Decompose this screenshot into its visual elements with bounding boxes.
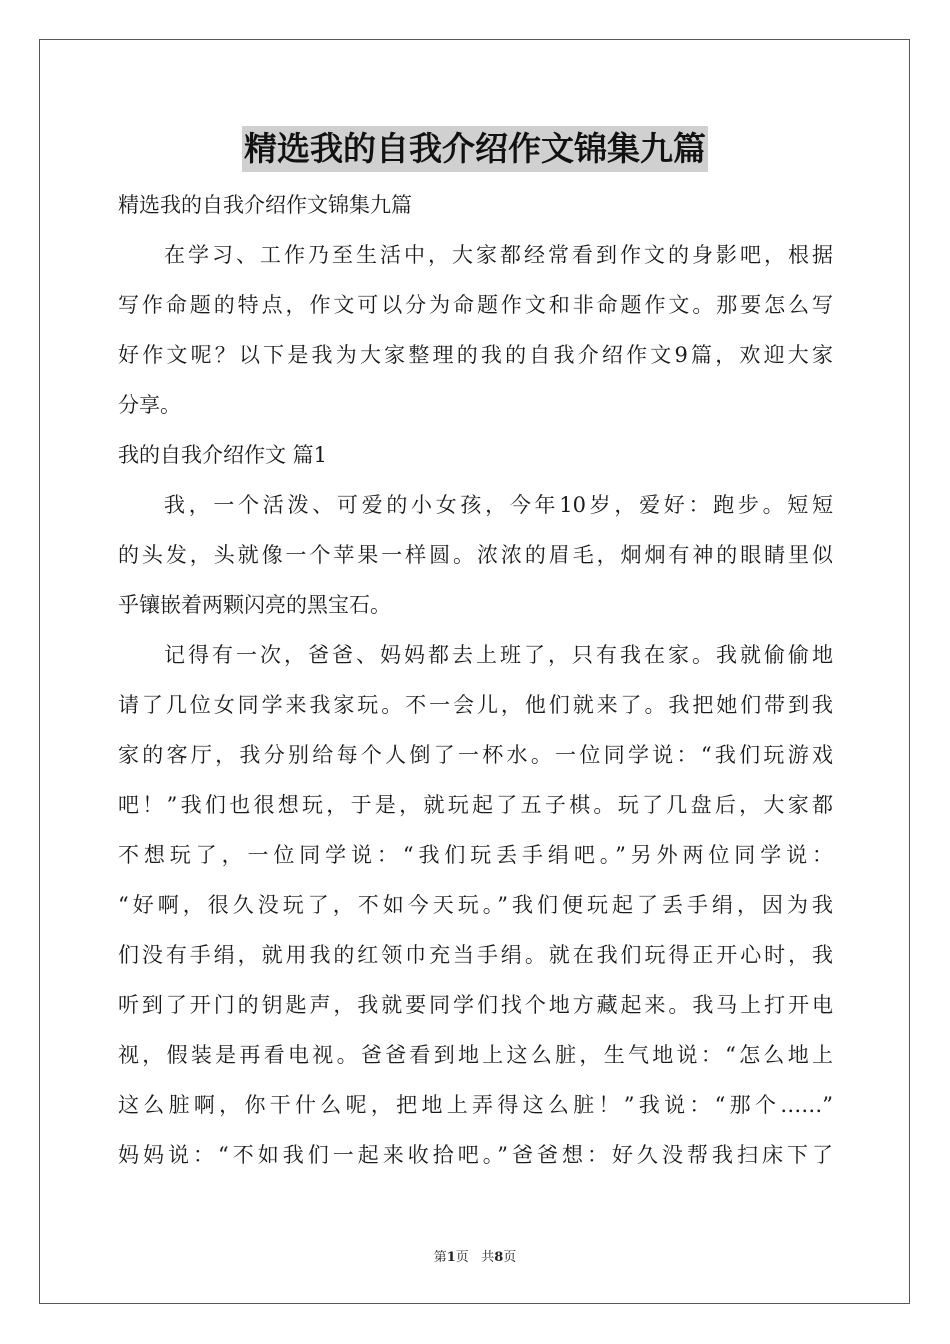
- total-pages: 8: [494, 1250, 504, 1265]
- paragraph-line: 家的客厅，我分别给每个人倒了一杯水。一位同学说：“我们玩游戏: [118, 743, 833, 767]
- paragraph-line: 分享。: [118, 393, 181, 417]
- paragraph-line: 我，一个活泼、可爱的小女孩，今年10岁，爱好：跑步。短短: [164, 493, 833, 517]
- paragraph-line: 这么脏啊，你干什么呢，把地上弄得这么脏！”我说：“那个……”: [118, 1093, 833, 1117]
- paragraph-line: 吧！”我们也很想玩，于是，就玩起了五子棋。玩了几盘后，大家都: [118, 793, 833, 817]
- paragraph-line: 记得有一次，爸爸、妈妈都去上班了，只有我在家。我就偷偷地: [164, 643, 833, 667]
- paragraph-line: 的头发，头就像一个苹果一样圆。浓浓的眉毛，炯炯有神的眼睛里似: [118, 543, 833, 567]
- paragraph-line: 写作命题的特点，作文可以分为命题作文和非命题作文。那要怎么写: [118, 293, 833, 317]
- page-footer: [0, 1246, 950, 1265]
- page-number: 1: [446, 1250, 456, 1265]
- paragraph-line: 在学习、工作乃至生活中，大家都经常看到作文的身影吧，根据: [164, 243, 833, 267]
- page-label-post: 页: [455, 1250, 469, 1265]
- subtitle-line: 精选我的自我介绍作文锦集九篇: [118, 193, 412, 217]
- paragraph-line: 听到了开门的钥匙声，我就要同学们找个地方藏起来。我马上打开电: [118, 993, 833, 1017]
- paragraph-line: 视，假装是再看电视。爸爸看到地上这么脏，生气地说：“怎么地上: [118, 1043, 833, 1067]
- document-body: [118, 180, 833, 1180]
- document-title: 精选我的自我介绍作文锦集九篇: [242, 126, 708, 172]
- paragraph-line: 不想玩了，一位同学说：“我们玩丢手绢吧。”另外两位同学说：: [118, 843, 833, 867]
- page-label-pre: 第: [433, 1250, 447, 1265]
- paragraph-line: 妈妈说：“不如我们一起来收拾吧。”爸爸想：好久没帮我扫床下了: [118, 1143, 833, 1167]
- total-label-pre: 共: [481, 1250, 495, 1265]
- paragraph-line: 请了几位女同学来我家玩。不一会儿，他们就来了。我把她们带到我: [118, 693, 833, 717]
- total-label-post: 页: [503, 1250, 517, 1265]
- paragraph-line: 们没有手绢，就用我的红领巾充当手绢。就在我们玩得正开心时，我: [118, 943, 833, 967]
- paragraph-line: 好作文呢？以下是我为大家整理的我的自我介绍作文9篇，欢迎大家: [118, 343, 833, 367]
- paragraph-line: 乎镶嵌着两颗闪亮的黑宝石。: [118, 593, 391, 617]
- section-heading: 我的自我介绍作文 篇1: [118, 443, 328, 467]
- title-block: [0, 126, 950, 172]
- paragraph-line: “好啊，很久没玩了，不如今天玩。”我们便玩起了丢手绢，因为我: [118, 893, 833, 917]
